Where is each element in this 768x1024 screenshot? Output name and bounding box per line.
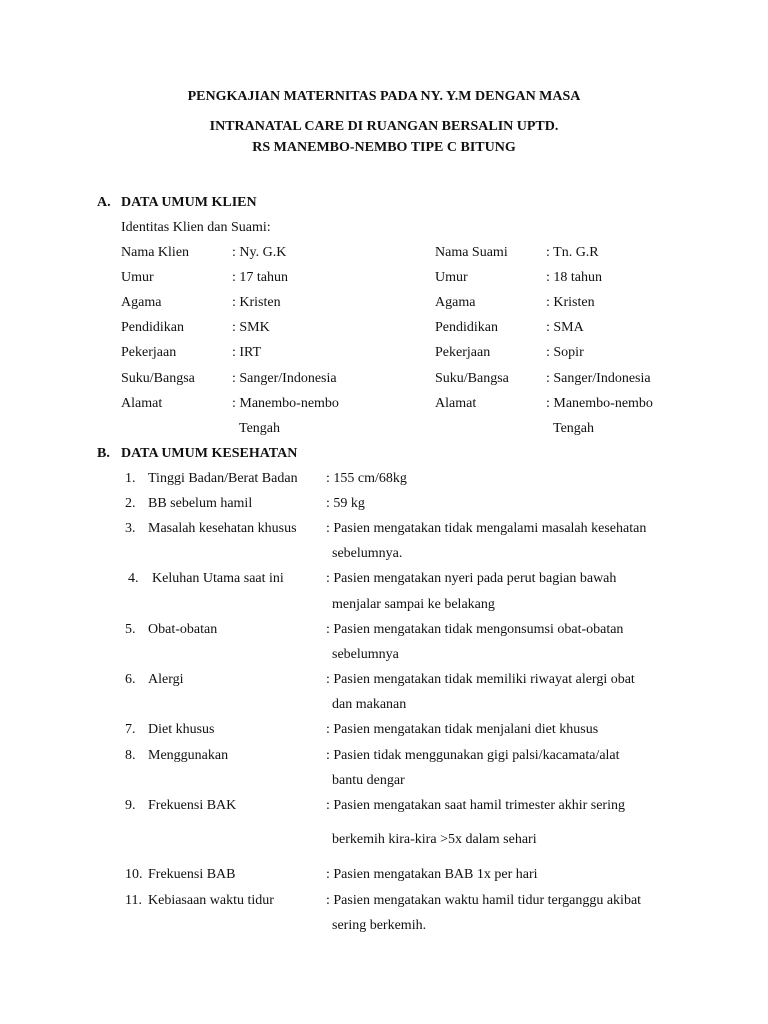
health-item-number: 2. [125, 496, 136, 511]
health-item-label: Alergi [148, 672, 184, 687]
husband-age-value: : 18 tahun [546, 270, 602, 285]
health-item-number: 11. [125, 893, 142, 908]
husband-address-continued: Tengah [553, 421, 595, 436]
health-item-value: : Pasien mengatakan BAB 1x per hari [326, 867, 538, 882]
section-a-letter: A. [97, 195, 111, 210]
client-address-value: : Manembo-nembo [232, 396, 339, 411]
health-item-value: : Pasien mengatakan tidak menjalani diet khusus [326, 722, 599, 737]
husband-ethnicity-value: : Sanger/Indonesia [546, 371, 651, 386]
health-item-value-continued: sebelumnya. [332, 546, 403, 561]
doc-title-line-1: PENGKAJIAN MATERNITAS PADA NY. Y.M DENGAN MASA [187, 89, 581, 104]
health-item-number: 8. [125, 748, 136, 763]
health-item-label: Kebiasaan waktu tidur [148, 893, 274, 908]
client-name-label: Nama Klien [121, 245, 190, 260]
section-b-heading: DATA UMUM KESEHATAN [121, 446, 298, 461]
health-item-value: : Pasien mengatakan tidak memiliki riwayat alergi obat [326, 672, 635, 687]
client-address-label: Alamat [121, 396, 163, 411]
health-item-label: Frekuensi BAB [148, 867, 236, 882]
client-address-continued: Tengah [239, 421, 281, 436]
husband-occupation-value: : Sopir [546, 345, 584, 360]
client-religion-value: : Kristen [232, 295, 281, 310]
health-item-value-continued: sebelumnya [332, 647, 399, 662]
client-occupation-value: : IRT [232, 345, 262, 360]
health-item-value-continued: bantu dengar [332, 773, 405, 788]
identity-subtitle: Identitas Klien dan Suami: [121, 220, 271, 235]
husband-education-value: : SMA [546, 320, 584, 335]
health-item-value: : Pasien mengatakan tidak mengalami masalah kesehatan [326, 521, 647, 536]
health-item-label: Masalah kesehatan khusus [148, 521, 297, 536]
health-item-label: Obat-obatan [148, 622, 218, 637]
client-age-value: : 17 tahun [232, 270, 288, 285]
health-item-value: : Pasien tidak menggunakan gigi palsi/kacamata/alat [326, 748, 620, 763]
husband-religion-value: : Kristen [546, 295, 595, 310]
health-item-number: 7. [125, 722, 136, 737]
health-item-value-continued: menjalar sampai ke belakang [332, 597, 495, 612]
client-occupation-label: Pekerjaan [121, 345, 177, 360]
health-item-value: : Pasien mengatakan nyeri pada perut bagian bawah [326, 571, 617, 586]
health-item-label: Diet khusus [148, 722, 215, 737]
health-item-label: Tinggi Badan/Berat Badan [148, 471, 298, 486]
husband-name-label: Nama Suami [435, 245, 508, 260]
client-education-value: : SMK [232, 320, 270, 335]
health-item-value: : 155 cm/68kg [326, 471, 407, 486]
section-b-letter: B. [97, 446, 110, 461]
husband-ethnicity-label: Suku/Bangsa [435, 371, 509, 386]
husband-address-value: : Manembo-nembo [546, 396, 653, 411]
client-age-label: Umur [121, 270, 154, 285]
health-item-value-continued: sering berkemih. [332, 918, 427, 933]
health-item-number: 3. [125, 521, 136, 536]
health-item-value-continued: dan makanan [332, 697, 407, 712]
health-item-label: Keluhan Utama saat ini [152, 571, 284, 586]
health-item-number: 10. [125, 867, 143, 882]
health-item-number: 4. [128, 571, 139, 586]
health-item-number: 1. [125, 471, 136, 486]
health-item-value: : Pasien mengatakan saat hamil trimester akhir sering [326, 798, 625, 813]
husband-name-value: : Tn. G.R [546, 245, 599, 260]
husband-religion-label: Agama [435, 295, 476, 310]
health-item-number: 5. [125, 622, 136, 637]
client-ethnicity-value: : Sanger/Indonesia [232, 371, 337, 386]
husband-age-label: Umur [435, 270, 468, 285]
husband-occupation-label: Pekerjaan [435, 345, 491, 360]
health-item-label: Frekuensi BAK [148, 798, 237, 813]
health-item-value: : Pasien mengatakan tidak mengonsumsi obat-obatan [326, 622, 624, 637]
section-a-heading: DATA UMUM KLIEN [121, 195, 257, 210]
husband-address-label: Alamat [435, 396, 477, 411]
client-name-value: : Ny. G.K [232, 245, 287, 260]
health-item-value: : 59 kg [326, 496, 365, 511]
health-item-value: : Pasien mengatakan waktu hamil tidur terganggu akibat [326, 893, 642, 908]
health-item-label: BB sebelum hamil [148, 496, 253, 511]
husband-education-label: Pendidikan [435, 320, 498, 335]
client-religion-label: Agama [121, 295, 162, 310]
health-item-value-continued: berkemih kira-kira >5x dalam sehari [332, 832, 537, 847]
health-item-label: Menggunakan [148, 748, 229, 763]
health-item-number: 9. [125, 798, 136, 813]
health-item-number: 6. [125, 672, 136, 687]
client-ethnicity-label: Suku/Bangsa [121, 371, 195, 386]
doc-title-line-3: RS MANEMBO-NEMBO TIPE C BITUNG [252, 140, 516, 155]
client-education-label: Pendidikan [121, 320, 184, 335]
doc-title-line-2: INTRANATAL CARE DI RUANGAN BERSALIN UPTD. [209, 119, 559, 134]
